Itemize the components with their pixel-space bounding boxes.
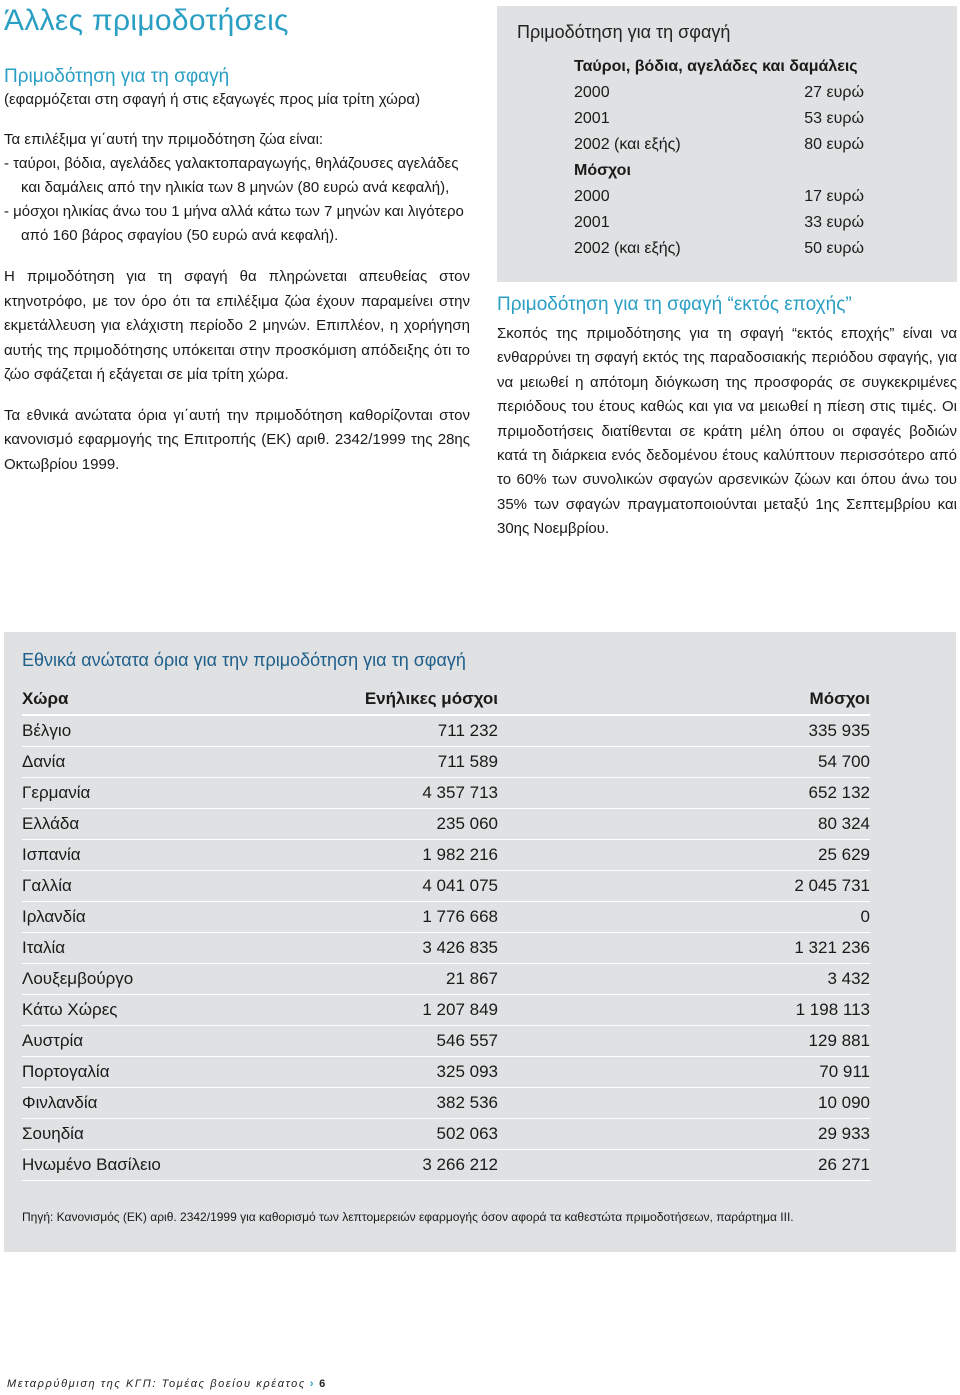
rate-amount: 53 ευρώ <box>804 110 864 127</box>
table-row <box>22 902 870 933</box>
rate-year: 2000 <box>574 84 610 101</box>
adult-cell: 3 426 835 <box>422 938 498 957</box>
country-cell: Κάτω Χώρες <box>22 1000 118 1019</box>
rate-row <box>574 188 864 212</box>
rate-row <box>574 214 864 238</box>
page-footer <box>7 1378 327 1390</box>
eligibility-bullet: - ταύροι, βόδια, αγελάδες γαλακτοπαραγωγής, θηλάζουσες αγελάδες και δαμάλεις από την ηλικία των 8 μηνών (80 ευρώ ανά κεφαλή), <box>4 155 459 196</box>
eligibility-bullet: - μόσχοι ηλικίας άνω του 1 μήνα αλλά κάτω των 7 μηνών και λιγότερο από 160 βάρος σφαγίου (50 ευρώ ανά κεφαλή). <box>4 203 464 244</box>
group-label-adult: Ταύροι, βόδια, αγελάδες και δαμάλεις <box>574 58 858 75</box>
table-row <box>22 747 870 778</box>
payment-paragraph: Η πριμοδότηση για τη σφαγή θα πληρώνεται απευθείας στον κτηνοτρόφο, με τον όρο ότι τα επιλέξιμα ζώα έχουν παραμείνει στην εκμετάλλευση για ελάχιστη περίοδο 2 μηνών. Επιπλέον, η χορήγηση αυτής της πριμοδότησης υπόκειται στην προσκόμιση απόδειξης ότι το ζώο σφάζεται ή εξάγεται σε μία τρίτη χώρα. <box>4 268 470 383</box>
adult-cell: 235 060 <box>436 814 498 833</box>
table-row <box>22 1026 870 1057</box>
chevron-right-icon: › <box>309 1378 316 1390</box>
table-row <box>22 933 870 964</box>
box-title: Πριμοδότηση για τη σφαγή <box>517 22 731 42</box>
country-cell: Ιρλανδία <box>22 907 86 926</box>
table-row <box>22 716 870 747</box>
adult-cell: 1 982 216 <box>422 845 498 864</box>
country-cell: Ισπανία <box>22 845 81 864</box>
limits-paragraph: Τα εθνικά ανώτατα όρια γι΄αυτή την πριμοδότηση καθορίζονται στον κανονισμό εφαρμογής της Επιτροπής (ΕΚ) αριθ. 2342/1999 της 28ης Οκτωβρίου 1999. <box>4 406 470 473</box>
adult-cell: 3 266 212 <box>422 1155 498 1174</box>
page-title: Άλλες πριμοδοτήσεις <box>4 4 289 37</box>
table-row <box>22 840 870 871</box>
adult-cell: 382 536 <box>436 1093 498 1112</box>
adult-cell: 4 041 075 <box>422 876 498 895</box>
rate-amount: 50 ευρώ <box>804 240 864 257</box>
rate-row <box>574 110 864 134</box>
calves-cell: 1 321 236 <box>794 938 870 957</box>
rate-year: 2001 <box>574 110 610 127</box>
table-row <box>22 1119 870 1150</box>
premium-rates-box <box>497 6 957 282</box>
column-header-country: Χώρα <box>22 689 69 708</box>
calves-cell: 652 132 <box>808 783 870 802</box>
country-cell: Δανία <box>22 752 66 771</box>
table-row <box>22 964 870 995</box>
rate-amount: 33 ευρώ <box>804 214 864 231</box>
rate-row <box>574 84 864 108</box>
table-row <box>22 809 870 840</box>
calves-cell: 25 629 <box>818 845 870 864</box>
group-label-calves: Μόσχοι <box>574 162 631 179</box>
column-header-calves: Μόσχοι <box>809 689 870 708</box>
rate-amount: 27 ευρώ <box>804 84 864 101</box>
adult-cell: 21 867 <box>446 969 498 988</box>
national-limits-table-box <box>4 632 956 1252</box>
table-row <box>22 995 870 1026</box>
adult-cell: 711 589 <box>437 752 498 771</box>
table-header-row <box>22 684 870 716</box>
table-row <box>22 1057 870 1088</box>
section-heading-slaughter: Πριμοδότηση για τη σφαγή <box>4 66 230 87</box>
country-cell: Ελλάδα <box>22 814 80 833</box>
section-subtitle: (εφαρμόζεται στη σφαγή ή στις εξαγωγές προς μία τρίτη χώρα) <box>4 91 421 108</box>
rate-year: 2002 (και εξής) <box>574 136 681 153</box>
country-cell: Σουηδία <box>22 1124 84 1143</box>
rate-year: 2001 <box>574 214 610 231</box>
calves-cell: 80 324 <box>818 814 870 833</box>
off-season-paragraph: Σκοπός της πριμοδότησης για τη σφαγή “εκτός εποχής” είναι να ενθαρρύνει τη σφαγή εκτός της παραδοσιακής περιόδου σφαγής, για να μειωθεί η απότομη διόγκωση της προσφοράς σε συγκεκριμένες περιόδους του έτους καθώς και για να μειωθεί η πίεση στις τιμές. Οι πριμοδοτήσεις διατίθενται σε κράτη μέλη όπου οι σφαγές βοδιών κατά τη διάρκεια ενός δεδομένου έτους καλύπτουν περισσότερο από το 60% των συνολικών σφαγών αρσενικών ζώων και όπου άνω του 35% των σφαγών πραγματοποιούνται μεταξύ 1ης Σεπτεμβρίου και 30ης Νοεμβρίου. <box>497 325 957 538</box>
country-cell: Λουξεμβούργο <box>22 969 134 988</box>
right-column <box>497 294 957 542</box>
country-cell: Αυστρία <box>22 1031 84 1050</box>
adult-cell: 711 232 <box>437 721 498 740</box>
country-cell: Φινλανδία <box>22 1093 98 1112</box>
table-row <box>22 778 870 809</box>
footer-text: Μεταρρύθμιση της ΚΓΠ: Τομέας βοείου κρέατος <box>7 1378 306 1390</box>
calves-cell: 335 935 <box>808 721 870 740</box>
page-number: 6 <box>319 1378 327 1390</box>
left-column <box>4 66 470 477</box>
country-cell: Ηνωμένο Βασίλειο <box>22 1155 161 1174</box>
country-cell: Γερμανία <box>22 783 91 802</box>
country-cell: Πορτογαλία <box>22 1062 110 1081</box>
country-cell: Βέλγιο <box>22 721 72 740</box>
rate-year: 2000 <box>574 188 610 205</box>
adult-cell: 1 776 668 <box>422 907 498 926</box>
calves-cell: 3 432 <box>827 969 870 988</box>
eligibility-intro: Τα επιλέξιμα γι΄αυτή την πριμοδότηση ζώα είναι: <box>4 131 324 148</box>
calves-cell: 1 198 113 <box>795 1000 870 1019</box>
adult-cell: 325 093 <box>436 1062 498 1081</box>
adult-cell: 546 557 <box>436 1031 498 1050</box>
calves-cell: 10 090 <box>818 1093 870 1112</box>
calves-cell: 54 700 <box>818 752 870 771</box>
table-row <box>22 871 870 902</box>
section-heading-off-season: Πριμοδότηση για τη σφαγή “εκτός εποχής” <box>497 294 852 315</box>
calves-cell: 70 911 <box>819 1062 870 1081</box>
calves-cell: 0 <box>860 907 870 926</box>
adult-cell: 1 207 849 <box>422 1000 498 1019</box>
rate-row <box>574 136 864 160</box>
table-title: Εθνικά ανώτατα όρια για την πριμοδότηση για τη σφαγή <box>22 650 466 670</box>
table-row <box>22 1088 870 1119</box>
country-cell: Γαλλία <box>22 876 72 895</box>
rate-year: 2002 (και εξής) <box>574 240 681 257</box>
calves-cell: 29 933 <box>818 1124 870 1143</box>
rate-amount: 17 ευρώ <box>804 188 864 205</box>
adult-cell: 4 357 713 <box>422 783 498 802</box>
rate-amount: 80 ευρώ <box>804 136 864 153</box>
calves-cell: 2 045 731 <box>794 876 870 895</box>
country-cell: Ιταλία <box>22 938 66 957</box>
table-source-note: Πηγή: Κανονισμός (ΕΚ) αριθ. 2342/1999 για καθορισμό των λεπτομερειών εφαρμογής όσον αφορά τα καθεστώτα πριμοδοτήσεων, παράρτημα III. <box>22 1210 794 1224</box>
calves-cell: 26 271 <box>818 1155 870 1174</box>
column-header-adult: Ενήλικες μόσχοι <box>364 689 498 708</box>
rate-row <box>574 240 864 264</box>
adult-cell: 502 063 <box>436 1124 498 1143</box>
calves-cell: 129 881 <box>808 1031 870 1050</box>
table-row <box>22 1150 870 1181</box>
national-limits-table <box>22 684 870 1181</box>
